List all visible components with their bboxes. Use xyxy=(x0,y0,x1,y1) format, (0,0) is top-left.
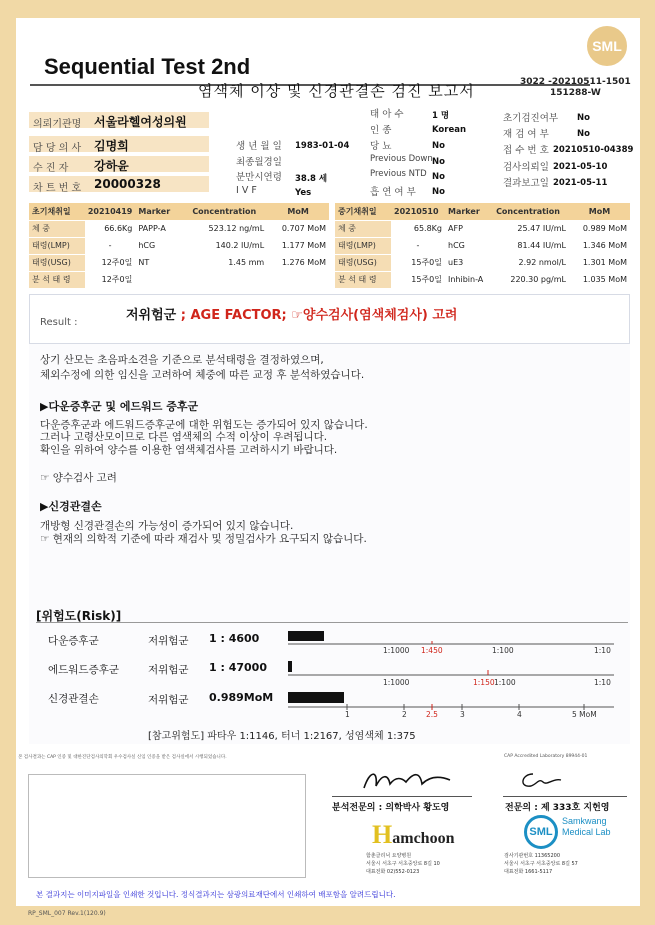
risk-group-down: 저위험군 xyxy=(148,635,189,647)
sml-lab-line2: Medical Lab xyxy=(562,827,611,837)
second-marker-mom: 1.301 MoM xyxy=(569,254,630,271)
hamchoon-logo-text: amchoon xyxy=(392,830,455,847)
risk-name-ntd: 신경관결손 xyxy=(48,693,99,705)
first-row-label: 분 석 태 령 xyxy=(29,271,85,288)
second-row-value: 65.8Kg xyxy=(391,220,445,237)
second-marker-name: Inhibin-A xyxy=(445,271,487,288)
retest-label: 재 검 여 부 xyxy=(503,129,549,140)
ivf-value: Yes xyxy=(295,188,312,198)
risk-bar-edwards xyxy=(288,661,292,672)
risk-group-edwards: 저위험군 xyxy=(148,664,189,676)
body-p2-l2: 그러나 고령산모이므로 다른 염색체의 수적 이상이 우려됩니다. xyxy=(40,431,328,443)
tick-label: 1:10 xyxy=(594,678,611,687)
doctor-label: 담 당 의 사 xyxy=(33,143,82,154)
result-highlight: ; AGE FACTOR; ☞양수검사(염색체검사) 고려 xyxy=(176,308,458,323)
second-marker-conc: 25.47 IU/mL xyxy=(487,220,569,237)
sml-logo-icon: SML xyxy=(585,24,629,68)
sml-lab-line1: Samkwang xyxy=(562,816,607,826)
recv-value: 20210510-04389 xyxy=(553,145,634,155)
repdate-value: 2021-05-11 xyxy=(553,178,608,188)
body-p3: ☞ 양수검사 고려 xyxy=(40,472,117,484)
address-block-1 xyxy=(366,852,440,876)
second-marker-mom: 1.035 MoM xyxy=(569,271,630,288)
second-marker-header: Marker xyxy=(445,203,487,220)
second-date-label: 중기채취일 xyxy=(335,203,391,220)
tick-label: 3 xyxy=(460,710,465,719)
second-row-value: 15주0일 xyxy=(391,254,445,271)
tick-label: 1:100 xyxy=(494,678,516,687)
patient-label: 수 진 자 xyxy=(33,163,69,174)
first-row-value: 12주0일 xyxy=(85,254,136,271)
risk-value-down: 1 : 4600 xyxy=(209,632,260,645)
signature2-line xyxy=(503,796,627,797)
memo-box xyxy=(28,774,306,878)
signature2-icon xyxy=(515,768,565,792)
first-row-value: 66.6Kg xyxy=(85,220,136,237)
cap-note: CAP Accredited Laboratory 89944-01 xyxy=(504,754,588,759)
address1-line3: 대표전화 02)552-0123 xyxy=(366,869,420,875)
second-marker-conc: 2.92 nmol/L xyxy=(487,254,569,271)
risk-value-edwards: 1 : 47000 xyxy=(209,661,267,674)
reqdate-label: 검사의뢰일 xyxy=(503,162,549,173)
body-p1-l1: 상기 산모는 초음파소견을 기준으로 분석태령을 결정하였으며, xyxy=(40,354,324,366)
second-marker-mom: 1.346 MoM xyxy=(569,237,630,254)
signer2-label: 전문의 : 제 333호 지헌영 xyxy=(505,803,610,813)
doctor-value: 김명희 xyxy=(94,139,129,153)
reference-risk: [참고위험도] 파타우 1:1146, 터너 1:2167, 성염색체 1:375 xyxy=(148,731,416,742)
first-marker-mom: 1.177 MoM xyxy=(267,237,329,254)
risk-group-ntd: 저위험군 xyxy=(148,694,189,706)
address2-line1: 검사기관번호 11365200 xyxy=(504,853,561,859)
first-row-label: 태령(LMP) xyxy=(29,237,85,254)
dob-value: 1983-01-04 xyxy=(295,141,350,151)
body-p2-l1: 다운증후군과 에드워드증후군에 대한 위험도는 증가되어 있지 않습니다. xyxy=(40,419,368,431)
dob-label: 생 년 월 일 xyxy=(236,141,282,152)
second-date-value: 20210510 xyxy=(391,203,445,220)
second-marker-mom: 0.989 MoM xyxy=(569,220,630,237)
second-marker-name: AFP xyxy=(445,220,487,237)
first-conc-header: Concentration xyxy=(181,203,267,220)
title-korean: 염색체 이상 및 신경관결손 검진 보고서 xyxy=(198,82,475,100)
tick-label: 1:10 xyxy=(594,646,611,655)
first-marker-header: Marker xyxy=(135,203,181,220)
tick-label: 1:1000 xyxy=(383,678,410,687)
first-marker-mom: 1.276 MoM xyxy=(267,254,329,271)
signature1-line xyxy=(332,796,472,797)
first-marker-name: PAPP-A xyxy=(135,220,181,237)
tick-label: 5 MoM xyxy=(572,710,597,719)
report-code-line1: 3022 -20210511-1501 xyxy=(520,77,631,87)
body-p4-l2: ☞ 현재의 의학적 기준에 따라 재검사 및 정밀검사가 요구되지 않습니다. xyxy=(40,533,367,545)
risk-name-down: 다운증후군 xyxy=(48,635,99,647)
address2-line3: 대표전화 1661-5117 xyxy=(504,869,553,875)
second-conc-header: Concentration xyxy=(487,203,569,220)
second-mom-header: MoM xyxy=(569,203,630,220)
diabetes-value: No xyxy=(432,141,445,151)
signer1-label: 분석전문의 : 의학박사 황도영 xyxy=(332,803,450,813)
tick-label: 1:450 xyxy=(421,646,443,655)
accreditation-note: 본 검사결과는 CAP 인증 및 대한진단검사의학회 우수검사실 신임 인증을 받은 검사실에서 시행되었습니다. xyxy=(18,755,227,760)
tick-label: 2 xyxy=(402,710,407,719)
sml-lab-name xyxy=(562,816,611,838)
prevdown-value: No xyxy=(432,157,445,167)
second-marker-conc: 81.44 IU/mL xyxy=(487,237,569,254)
first-date-label: 초기채취일 xyxy=(29,203,85,220)
form-code: RP_SML_007 Rev.1(120.9) xyxy=(28,910,106,917)
first-marker-conc: 1.45 mm xyxy=(181,254,267,271)
tick-label: 1:1000 xyxy=(383,646,410,655)
address2-line2: 서울시 서초구 서초중앙로 8길 57 xyxy=(504,861,578,867)
body-p2-l3: 확인을 위하여 양수를 이용한 염색체검사를 고려하시기 바랍니다. xyxy=(40,444,338,456)
footer-note: 본 결과지는 이미지파일을 인쇄한 것입니다. 정식결과지는 삼광의료재단에서 인쇄하여 배포함을 알려드립니다. xyxy=(36,890,396,899)
section-down-edwards: ▶다운증후군 및 에드워드 증후군 xyxy=(40,400,199,413)
body-p1-l2: 체외수정에 의한 임신을 고려하여 체중에 따른 교정 후 분석하였습니다. xyxy=(40,369,365,381)
report-code-line2: 151288-W xyxy=(549,88,601,98)
second-marker-name: hCG xyxy=(445,237,487,254)
lmp-label: 최종월경일 xyxy=(236,157,282,168)
firsttest-value: No xyxy=(577,113,590,123)
first-date-value: 20210419 xyxy=(85,203,136,220)
second-row-label: 분 석 태 령 xyxy=(335,271,391,288)
first-row-value: 12주0일 xyxy=(85,271,136,288)
risk-bar-down xyxy=(288,631,324,641)
first-row-label: 태령(USG) xyxy=(29,254,85,271)
risk-value-ntd: 0.989MoM xyxy=(209,691,274,704)
first-row-label: 체 중 xyxy=(29,220,85,237)
prevdown-label: Previous Down xyxy=(370,154,433,164)
race-label: 인 종 xyxy=(370,125,392,136)
firsttest-label: 초기검진여부 xyxy=(503,113,559,124)
second-row-label: 체 중 xyxy=(335,220,391,237)
reqdate-value: 2021-05-10 xyxy=(553,162,608,172)
result-label: Result : xyxy=(40,317,78,328)
age-label: 분만시연령 xyxy=(236,172,282,183)
patient-value: 강하윤 xyxy=(94,159,129,173)
tick-label: 1:100 xyxy=(492,646,514,655)
first-marker-mom: 0.707 MoM xyxy=(267,220,329,237)
fetus-label: 태 아 수 xyxy=(370,109,404,120)
title-english: Sequential Test 2nd xyxy=(44,54,251,79)
hamchoon-logo xyxy=(372,820,454,850)
second-row-value: 15주0일 xyxy=(391,271,445,288)
second-row-label: 태령(LMP) xyxy=(335,237,391,254)
signature1-icon xyxy=(360,766,470,794)
first-row-value: - xyxy=(85,237,136,254)
tick-label: 1 xyxy=(345,710,350,719)
tick-label: 2.5 xyxy=(426,710,438,719)
hamchoon-logo-h: H xyxy=(372,820,393,849)
address1-line1: 함춘클리닉 요양병원 xyxy=(366,853,412,859)
first-marker-conc: 140.2 IU/mL xyxy=(181,237,267,254)
inst-label: 의뢰기관명 xyxy=(33,119,82,130)
age-value: 38.8 세 xyxy=(295,174,328,184)
recv-label: 접 수 번 호 xyxy=(503,145,549,156)
repdate-label: 결과보고일 xyxy=(503,178,549,189)
tick-label: 1:150 xyxy=(473,678,495,687)
second-marker-name: uE3 xyxy=(445,254,487,271)
smoke-value: No xyxy=(432,187,445,197)
risk-bar-ntd xyxy=(288,692,344,703)
first-marker-name: hCG xyxy=(135,237,181,254)
chart-value: 20000328 xyxy=(94,177,161,191)
inst-value: 서울라헬여성의원 xyxy=(94,115,187,129)
first-marker-name: NT xyxy=(135,254,181,271)
smoke-label: 흡 연 여 부 xyxy=(370,187,416,198)
chart-label: 차 트 번 호 xyxy=(33,183,82,194)
ivf-label: I V F xyxy=(236,185,257,196)
prevntd-label: Previous NTD xyxy=(370,169,427,179)
address-block-2 xyxy=(504,852,578,876)
first-mom-header: MoM xyxy=(267,203,329,220)
race-value: Korean xyxy=(432,125,467,135)
risk-name-edwards: 에드워드증후군 xyxy=(48,664,120,676)
tick-label: 4 xyxy=(517,710,522,719)
body-p4-l1: 개방형 신경관결손의 가능성이 증가되어 있지 않습니다. xyxy=(40,520,294,532)
sml-lab-logo-icon: SML xyxy=(524,815,558,849)
diabetes-label: 당 뇨 xyxy=(370,141,392,152)
prevntd-value: No xyxy=(432,172,445,182)
second-marker-conc: 220.30 pg/mL xyxy=(487,271,569,288)
fetus-value: 1 명 xyxy=(432,111,450,121)
risk-title: [위험도(Risk)] xyxy=(36,609,122,623)
second-row-label: 태령(USG) xyxy=(335,254,391,271)
address1-line2: 서울시 서초구 서초중앙로 8길 10 xyxy=(366,861,440,867)
retest-value: No xyxy=(577,129,590,139)
second-row-value: - xyxy=(391,237,445,254)
section-ntd: ▶신경관결손 xyxy=(40,500,102,513)
first-marker-conc: 523.12 ng/mL xyxy=(181,220,267,237)
result-prefix: 저위험군 xyxy=(126,308,177,323)
